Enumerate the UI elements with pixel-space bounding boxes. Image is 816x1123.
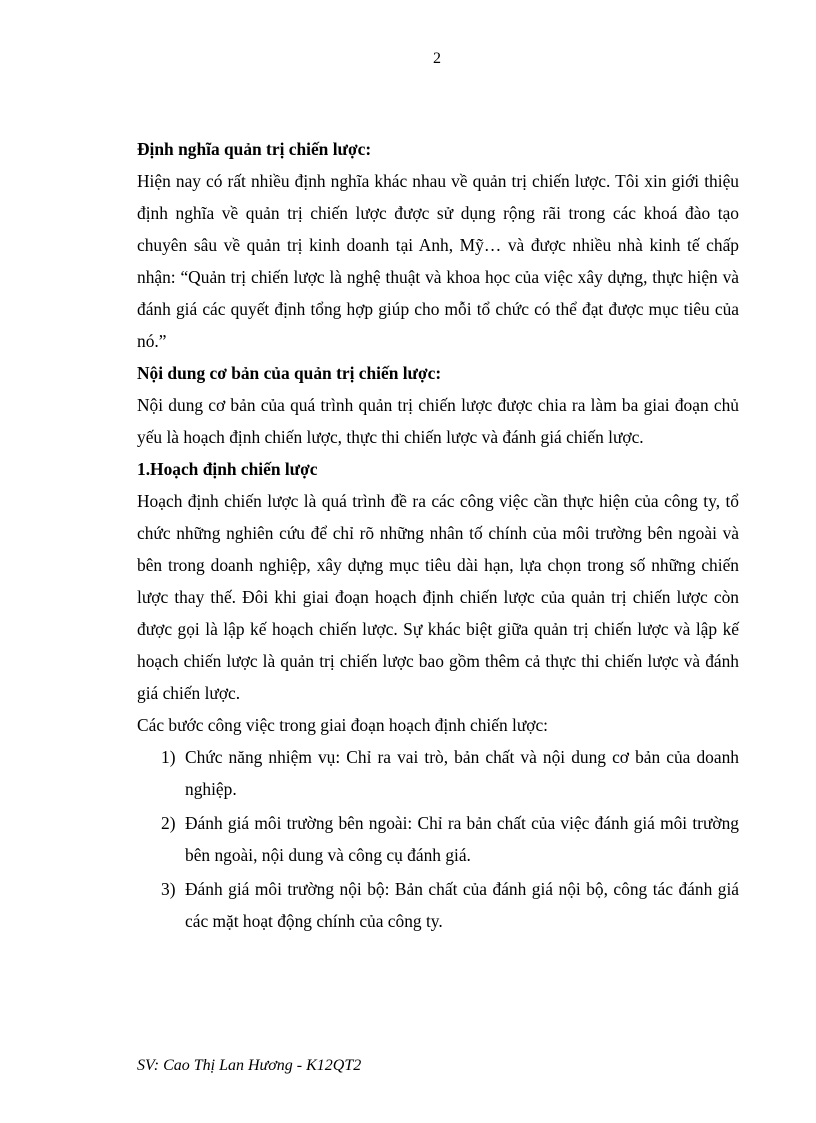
content-heading: Nội dung cơ bản của quản trị chiến lược: [137,363,442,383]
list-item [137,873,739,937]
list-item [137,807,739,871]
list-item-number: 2) [161,813,176,833]
definition-heading: Định nghĩa quản trị chiến lược: [137,139,372,159]
list-item-text: Đánh giá môi trường nội bộ: Bản chất của đánh giá nội bộ, công tác đánh giá các mặt hoạt động chính của công ty. [185,879,739,931]
list-item [137,741,739,805]
steps-intro: Các bước công việc trong giai đoạn hoạch định chiến lược: [137,715,549,735]
list-item-text: Đánh giá môi trường bên ngoài: Chỉ ra bản chất của việc đánh giá môi trường bên ngoài, nội dung và công cụ đánh giá. [185,813,739,865]
list-item-number: 3) [161,879,176,899]
planning-paragraph: Hoạch định chiến lược là quá trình đề ra các công việc cần thực hiện của công ty, tổ chức những nghiên cứu để chỉ rõ những nhân tố chính của môi trường bên ngoài và bên trong doanh nghiệp, xây dựng mục tiêu dài hạn, lựa chọn trong số những chiến lược thay thế. Đôi khi giai đoạn hoạch định chiến lược của quản trị chiến lược còn được gọi là lập kế hoạch chiến lược. Sự khác biệt giữa quản trị chiến lược và lập kế hoạch chiến lược là quản trị chiến lược bao gồm thêm cả thực thi chiến lược và đánh giá chiến lược. [137,491,739,703]
definition-paragraph: Hiện nay có rất nhiều định nghĩa khác nhau về quản trị chiến lược. Tôi xin giới thiệu định nghĩa về quản trị chiến lược được sử dụng rộng rãi trong các khoá đào tạo chuyên sâu về quản trị kinh doanh tại Anh, Mỹ… và được nhiều nhà kinh tế chấp nhận: “Quản trị chiến lược là nghệ thuật và khoa học của việc xây dựng, thực hiện và đánh giá các quyết định tổng hợp giúp cho mỗi tổ chức có thể đạt được mục tiêu của nó.” [137,171,739,351]
content-paragraph: Nội dung cơ bản của quá trình quản trị chiến lược được chia ra làm ba giai đoạn chủ yếu là hoạch định chiến lược, thực thi chiến lược và đánh giá chiến lược. [137,395,739,447]
list-item-text: Chức năng nhiệm vụ: Chỉ ra vai trò, bản chất và nội dung cơ bản của doanh nghiệp. [185,747,739,799]
document-body [137,133,739,939]
list-item-number: 1) [161,747,176,767]
page-footer: SV: Cao Thị Lan Hương - K12QT2 [137,1057,362,1074]
steps-list [137,741,739,937]
page-number: 2 [433,50,441,67]
planning-heading: 1.Hoạch định chiến lược [137,459,318,479]
